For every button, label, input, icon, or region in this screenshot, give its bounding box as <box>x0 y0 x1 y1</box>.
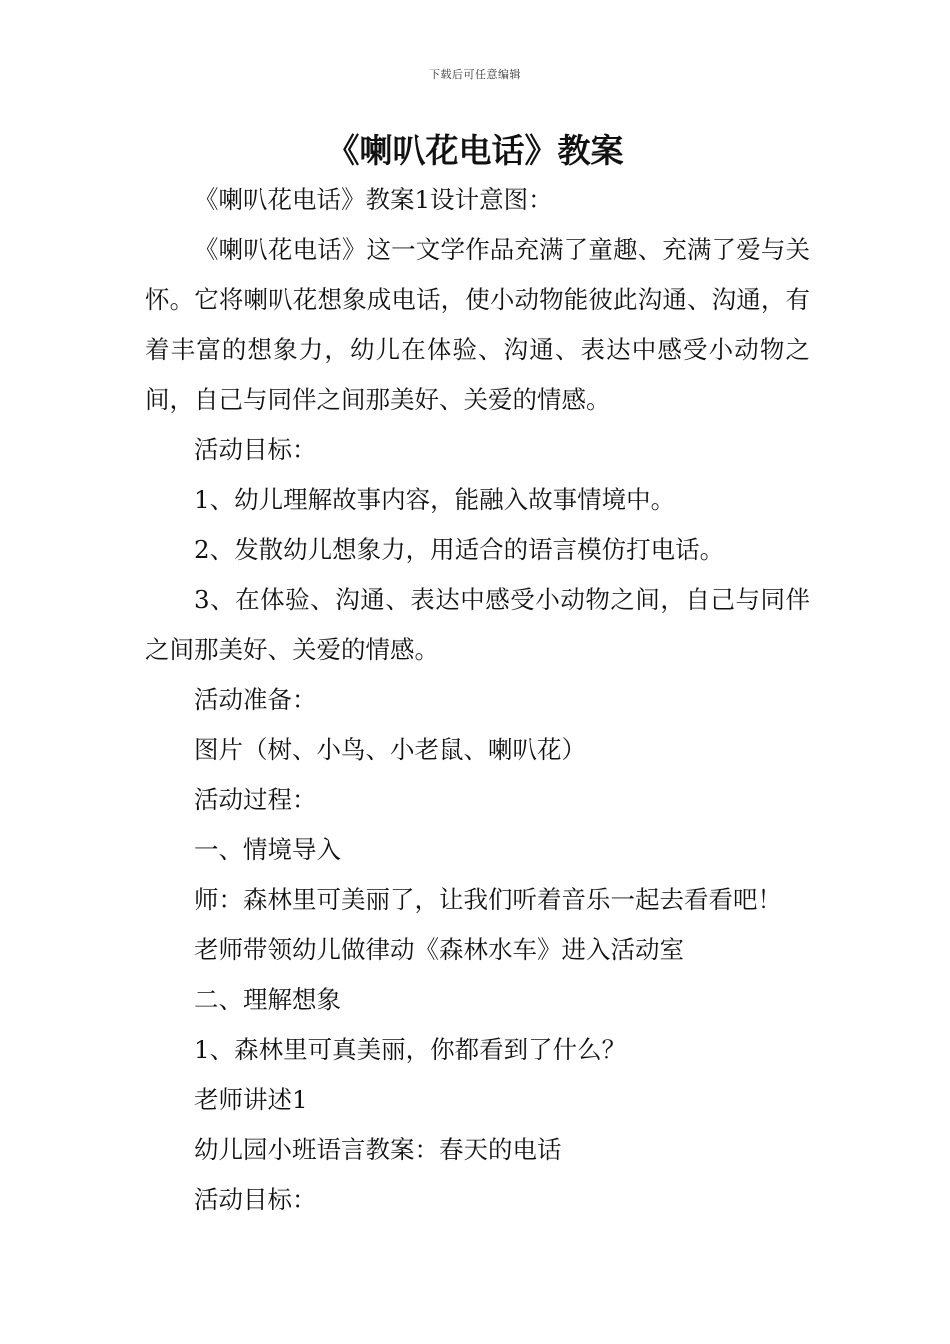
paragraph-design-intent-heading: 《喇叭花电话》教案1设计意图： <box>194 185 553 214</box>
paragraph-section-2-heading: 二、理解想象 <box>194 985 341 1014</box>
document-title: 《喇叭花电话》教案 <box>326 131 624 170</box>
paragraph-section-1-heading: 一、情境导入 <box>194 835 341 864</box>
paragraph-process-heading: 活动过程： <box>194 785 317 814</box>
paragraph-goal-2: 2、发散幼儿想象力，用适合的语言模仿打电话。 <box>194 535 725 564</box>
download-note: 下载后可任意编辑 <box>429 68 521 81</box>
paragraph-question-1: 1、森林里可真美丽，你都看到了什么？ <box>194 1035 627 1064</box>
paragraph-teacher-narration: 老师讲述1 <box>194 1085 308 1114</box>
paragraph-design-intent: 《喇叭花电话》这一文学作品充满了童趣、充满了爱与关怀。它将喇叭花想象成电话，使小动物能彼此沟通、沟通，有着丰富的想象力，幼儿在体验、沟通、表达中感受小动物之间，自己与同伴之间那美好、关爱的情感。 <box>145 235 810 414</box>
paragraph-teacher-line: 师：森林里可美丽了，让我们听着音乐一起去看看吧！ <box>194 885 782 914</box>
paragraph-preparation-heading: 活动准备： <box>194 685 317 714</box>
paragraph-goal-3: 3、在体验、沟通、表达中感受小动物之间，自己与同伴之间那美好、关爱的情感。 <box>145 585 810 664</box>
paragraph-spring-phone-title: 幼儿园小班语言教案：春天的电话 <box>194 1135 562 1164</box>
paragraph-preparation: 图片（树、小鸟、小老鼠、喇叭花） <box>194 735 586 764</box>
paragraph-rhythm-activity: 老师带领幼儿做律动《森林水车》进入活动室 <box>194 935 684 964</box>
paragraph-goals-heading: 活动目标： <box>194 435 317 464</box>
paragraph-goal-1: 1、幼儿理解故事内容，能融入故事情境中。 <box>194 485 676 514</box>
document-body <box>145 175 810 1225</box>
paragraph-goals-heading-2: 活动目标： <box>194 1185 317 1214</box>
